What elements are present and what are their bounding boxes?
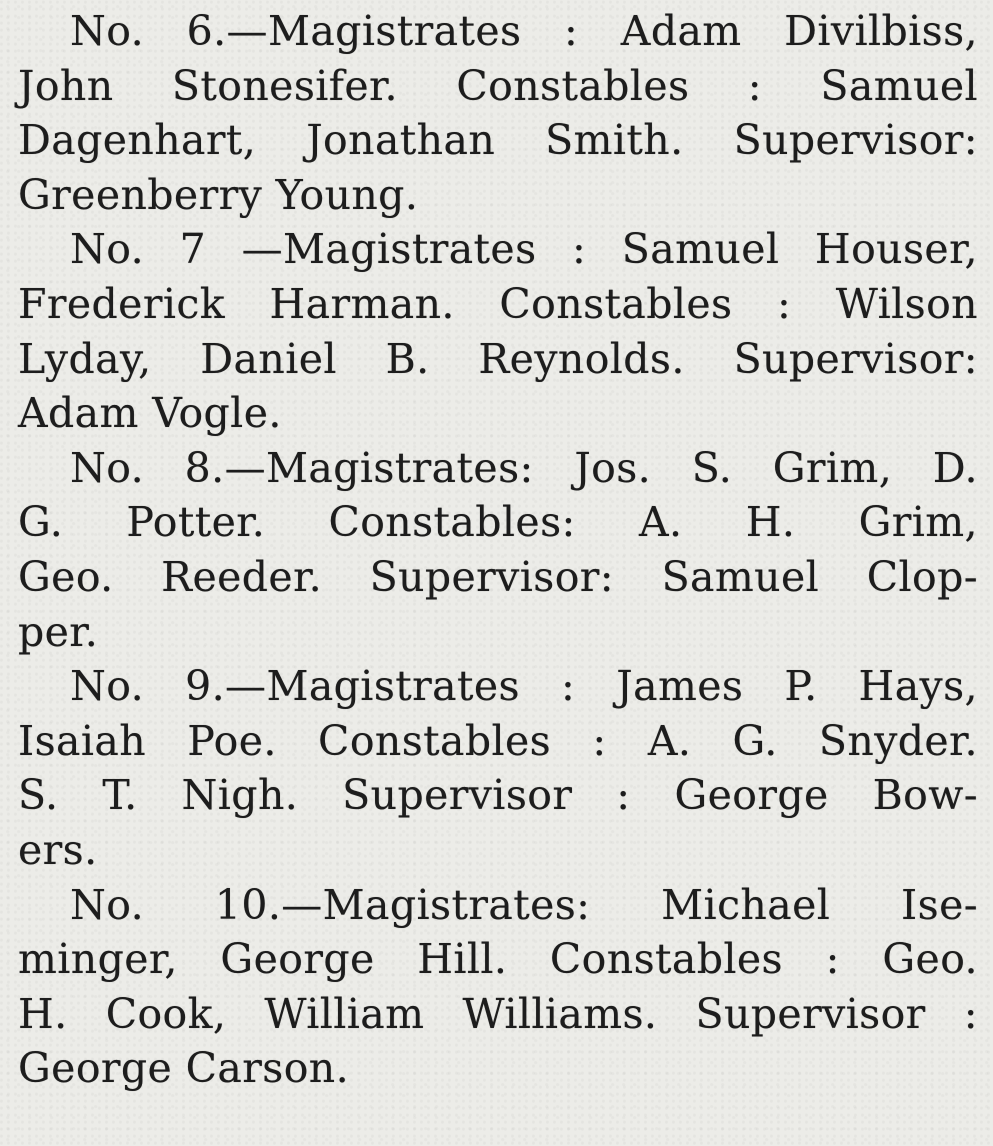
paragraph-1-line-3: Dagenhart, Jonathan Smith. Supervisor: (18, 116, 978, 165)
paragraph-2-line-4: Adam Vogle. (18, 389, 282, 438)
paragraph-3-line-4: per. (18, 607, 99, 656)
paragraph-1-line-4: Greenberry Young. (18, 170, 419, 219)
paragraph-4-line-2: Isaiah Poe. Constables : A. G. Snyder. (18, 716, 978, 765)
paragraph-5-line-1: No. 10.—Magistrates: Michael Ise- (70, 880, 978, 929)
paragraph-2-line-2: Frederick Harman. Constables : Wilson (18, 280, 978, 328)
paragraph-5-line-4: George Carson. (18, 1044, 350, 1093)
text-column (18, 4, 978, 1096)
paragraph-3-line-2: G. Potter. Constables: A. H. Grim, (18, 498, 978, 547)
paragraph-5-line-3: H. Cook, William Williams. Supervisor : (18, 989, 978, 1038)
paragraph-4-line-3: S. T. Nigh. Supervisor : George Bow- (18, 771, 978, 820)
paragraph-3-line-1: No. 8.—Magistrates: Jos. S. Grim, D. (70, 443, 978, 492)
paragraph-2-line-3: Lyday, Daniel B. Reynolds. Supervisor: (18, 334, 978, 383)
paragraph-2-line-1: No. 7 —Magistrates : Samuel Houser, (70, 225, 978, 274)
paragraph-5-line-2: minger, George Hill. Constables : Geo. (18, 935, 978, 984)
paragraph-4-line-4: ers. (18, 826, 98, 874)
paragraph-4-line-1: No. 9.—Magistrates : James P. Hays, (70, 662, 978, 711)
paragraph-1-line-2: John Stonesifer. Constables : Samuel (18, 61, 978, 110)
paragraph-1-line-1: No. 6.—Magistrates : Adam Divilbiss, (70, 7, 978, 55)
paragraph-3-line-3: Geo. Reeder. Supervisor: Samuel Clop- (18, 553, 978, 601)
